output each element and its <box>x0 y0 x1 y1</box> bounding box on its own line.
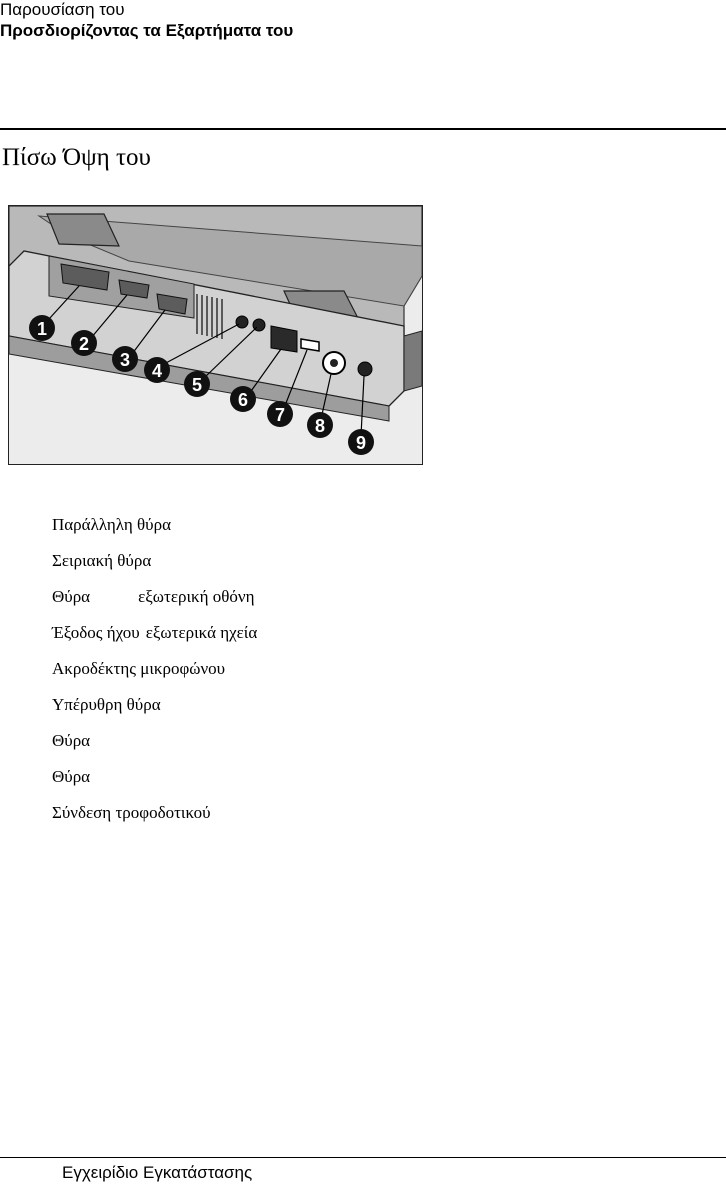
callout-4 <box>144 357 170 383</box>
item-text: Υπέρυθρη θύρα <box>52 695 161 714</box>
list-item <box>52 622 257 658</box>
item-text-suffix: εξωτερικά ηχεία <box>145 623 258 642</box>
list-item <box>52 694 257 730</box>
list-item <box>52 514 257 550</box>
item-text: Θύρα <box>52 587 91 606</box>
laptop-rear-view-illustration <box>8 205 423 465</box>
callout-1 <box>29 315 55 341</box>
top-divider <box>0 128 726 130</box>
list-item <box>52 802 257 838</box>
callout-3 <box>112 346 138 372</box>
item-text: Σειριακή θύρα <box>52 551 152 570</box>
item-text-suffix: εξωτερική οθόνη <box>138 587 255 606</box>
section-header: Προσδιορίζοντας τα Εξαρτήματα του <box>0 21 294 40</box>
list-item <box>52 550 257 586</box>
callout-2 <box>71 330 97 356</box>
list-item <box>52 586 257 622</box>
footer-divider <box>0 1157 726 1158</box>
item-text: Σύνδεση τροφοδοτικού <box>52 803 211 822</box>
callout-label: 1 <box>36 319 48 339</box>
component-list <box>52 514 257 838</box>
list-item <box>52 766 257 802</box>
list-item <box>52 658 257 694</box>
item-text: Θύρα <box>52 731 91 750</box>
callout-label: 9 <box>355 433 367 453</box>
item-text: Παράλληλη θύρα <box>52 515 171 534</box>
callout-label: 3 <box>119 350 131 370</box>
footer-title: Εγχειρίδιο Εγκατάστασης <box>62 1163 253 1182</box>
callout-label: 6 <box>237 390 249 410</box>
callout-9 <box>348 429 374 455</box>
list-item <box>52 730 257 766</box>
callout-8 <box>307 412 333 438</box>
callout-label: 7 <box>274 405 286 425</box>
callout-7 <box>267 401 293 427</box>
callout-5 <box>184 371 210 397</box>
item-text: Θύρα <box>52 767 91 786</box>
callout-label: 8 <box>314 416 326 436</box>
callout-6 <box>230 386 256 412</box>
item-text: Έξοδος ήχου <box>52 623 140 642</box>
callout-label: 4 <box>151 361 163 381</box>
item-text: Ακροδέκτης μικροφώνου <box>52 659 226 678</box>
chapter-header: Παρουσίαση του <box>0 0 125 19</box>
callout-label: 5 <box>191 375 203 395</box>
page-title: Πίσω Όψη του <box>2 144 151 171</box>
callout-label: 2 <box>78 334 90 354</box>
